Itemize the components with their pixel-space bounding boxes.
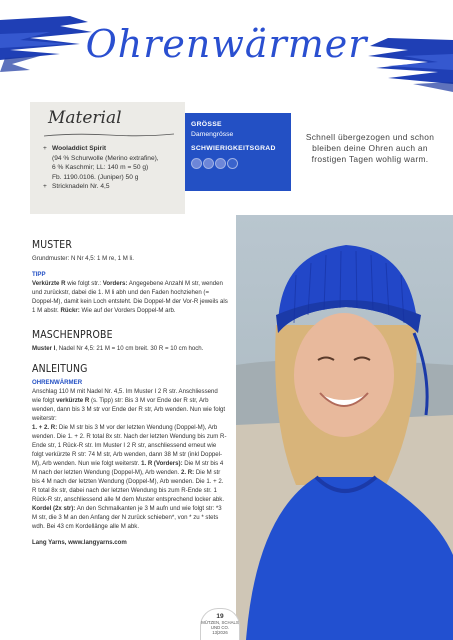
anleitung-subheading: OHRENWÄRMER bbox=[32, 379, 83, 386]
maschenprobe-text: Muster I, Nadel Nr 4,5: 21 M = 10 cm breit. 30 R = 10 cm hoch. bbox=[32, 345, 204, 352]
page-number-box bbox=[200, 608, 240, 640]
material-box bbox=[30, 102, 185, 214]
anleitung-heading: ANLEITUNG bbox=[32, 362, 88, 375]
material-yarn-composition: (94 % Schurwolle (Merino extrafine), bbox=[52, 154, 159, 162]
tipp-label: TIPP bbox=[32, 271, 46, 278]
difficulty-dot bbox=[191, 158, 202, 169]
page-title: Ohrenwärmer bbox=[85, 22, 368, 66]
model-photo bbox=[236, 215, 453, 640]
difficulty-dot bbox=[215, 158, 226, 169]
difficulty-dot bbox=[203, 158, 214, 169]
page-section-line1: MÜTZEN, SCHALS bbox=[201, 620, 239, 625]
anleitung-p2: 1. + 2. R: Die M str bis 3 M vor der letzten Wendung (Doppel-M), Arb wenden. Die 1. + 2. R total 8x str. Nach der letzten Wendung bis zum R-Ende str, 1 Rück-R str. Im Muster I 2 R str, anschliessend erneut wie folgt verkürzte R str: 74 M str, Arb wenden, dann 38 M str (inkl Doppel-M), Arb wenden. Nun wie folgt weiterstr. 1. R (Vorders): Die M str bis 4 M nach der letzten Wendung (Doppel-M), Arb wenden. 2. R: Die M str bis 4 M nach der letzten Wendung (Doppel-M), Arb wenden. Die 1. + 2. R total 8x str, dabei nach der letzten Wendung bis zum R-Ende str. 1 Rück-R str, anschliessend alle M dem Muster entsprechend locker abk. bbox=[32, 424, 227, 503]
difficulty-dot bbox=[227, 158, 238, 169]
size-difficulty-box bbox=[185, 113, 291, 191]
anleitung-text bbox=[32, 378, 228, 547]
muster-heading: MUSTER bbox=[32, 238, 72, 251]
page-number: 19 bbox=[216, 613, 224, 620]
credit-text: Lang Yarns, www.langyarns.com bbox=[32, 539, 127, 546]
page-issue: 13|2026 bbox=[212, 630, 228, 635]
anleitung-p1: Anschlag 110 M mit Nadel Nr. 4,5. Im Muster I 2 R str. Anschliessend wie folgt verkürzte R (s. Tipp) str: Bis 3 M vor Ende der R str, Arb wenden, dann bis 3 M str vor Ende der R str, Arb wenden. Nun wie folgt weiterstr: bbox=[32, 388, 226, 422]
anleitung-p3: Kordel (2x str): An den Schmalkanten je 3 M aufn und wie folgt str: *3 M str, die 3 M an den Anfang der N zurück schieben*, von * zu * stets wdh. Bei 43 cm Kordellänge alle M abk. bbox=[32, 505, 222, 530]
page-section-line2: UND CO. bbox=[210, 625, 230, 630]
intro-text: Schnell übergezogen und schon bleiben deine Ohren auch an frostigen Tagen wohlig warm. bbox=[305, 132, 435, 164]
difficulty-rating bbox=[191, 158, 285, 169]
difficulty-label: SCHWIERIGKEITSGRAD bbox=[191, 145, 276, 152]
material-heading: Material bbox=[48, 108, 122, 128]
muster-text: Grundmuster: N Nr 4,5: 1 M re, 1 M li. bbox=[32, 255, 134, 262]
material-list: + Wooladdict Spirit (94 % Schurwolle (Merino extrafine), 6 % Kaschmir; LL: 140 m = 50 g) Fb. 1190.0106. (Juniper) 50 g + Stricknadeln Nr. 4,5 bbox=[43, 144, 203, 192]
maschenprobe-heading: MASCHENPROBE bbox=[32, 328, 113, 341]
tipp-text: Verkürzte R wie folgt str.: Vorders: Angegebene Anzahl M str, wenden und zurückstr, dabei die 1. M li abh und den Faden hochziehen (= Doppel-M), damit kein Loch entsteht. Die Doppel-M der Vor-R jeweils als 1 M abstr. Rückr: Wie auf der Vorders Doppel-M arb. bbox=[32, 280, 228, 314]
material-yarn-length: 6 % Kaschmir; LL: 140 m = 50 g) bbox=[52, 164, 149, 172]
material-item-needles: Stricknadeln Nr. 4,5 bbox=[52, 183, 110, 191]
material-underline bbox=[44, 132, 174, 138]
tipp-block bbox=[32, 270, 228, 315]
material-yarn-color: Fb. 1190.0106. (Juniper) 50 g bbox=[52, 173, 139, 181]
material-item-yarn: Wooladdict Spirit bbox=[52, 145, 107, 152]
size-label: GRÖSSE bbox=[191, 121, 222, 128]
size-value: Damengrösse bbox=[191, 131, 234, 138]
